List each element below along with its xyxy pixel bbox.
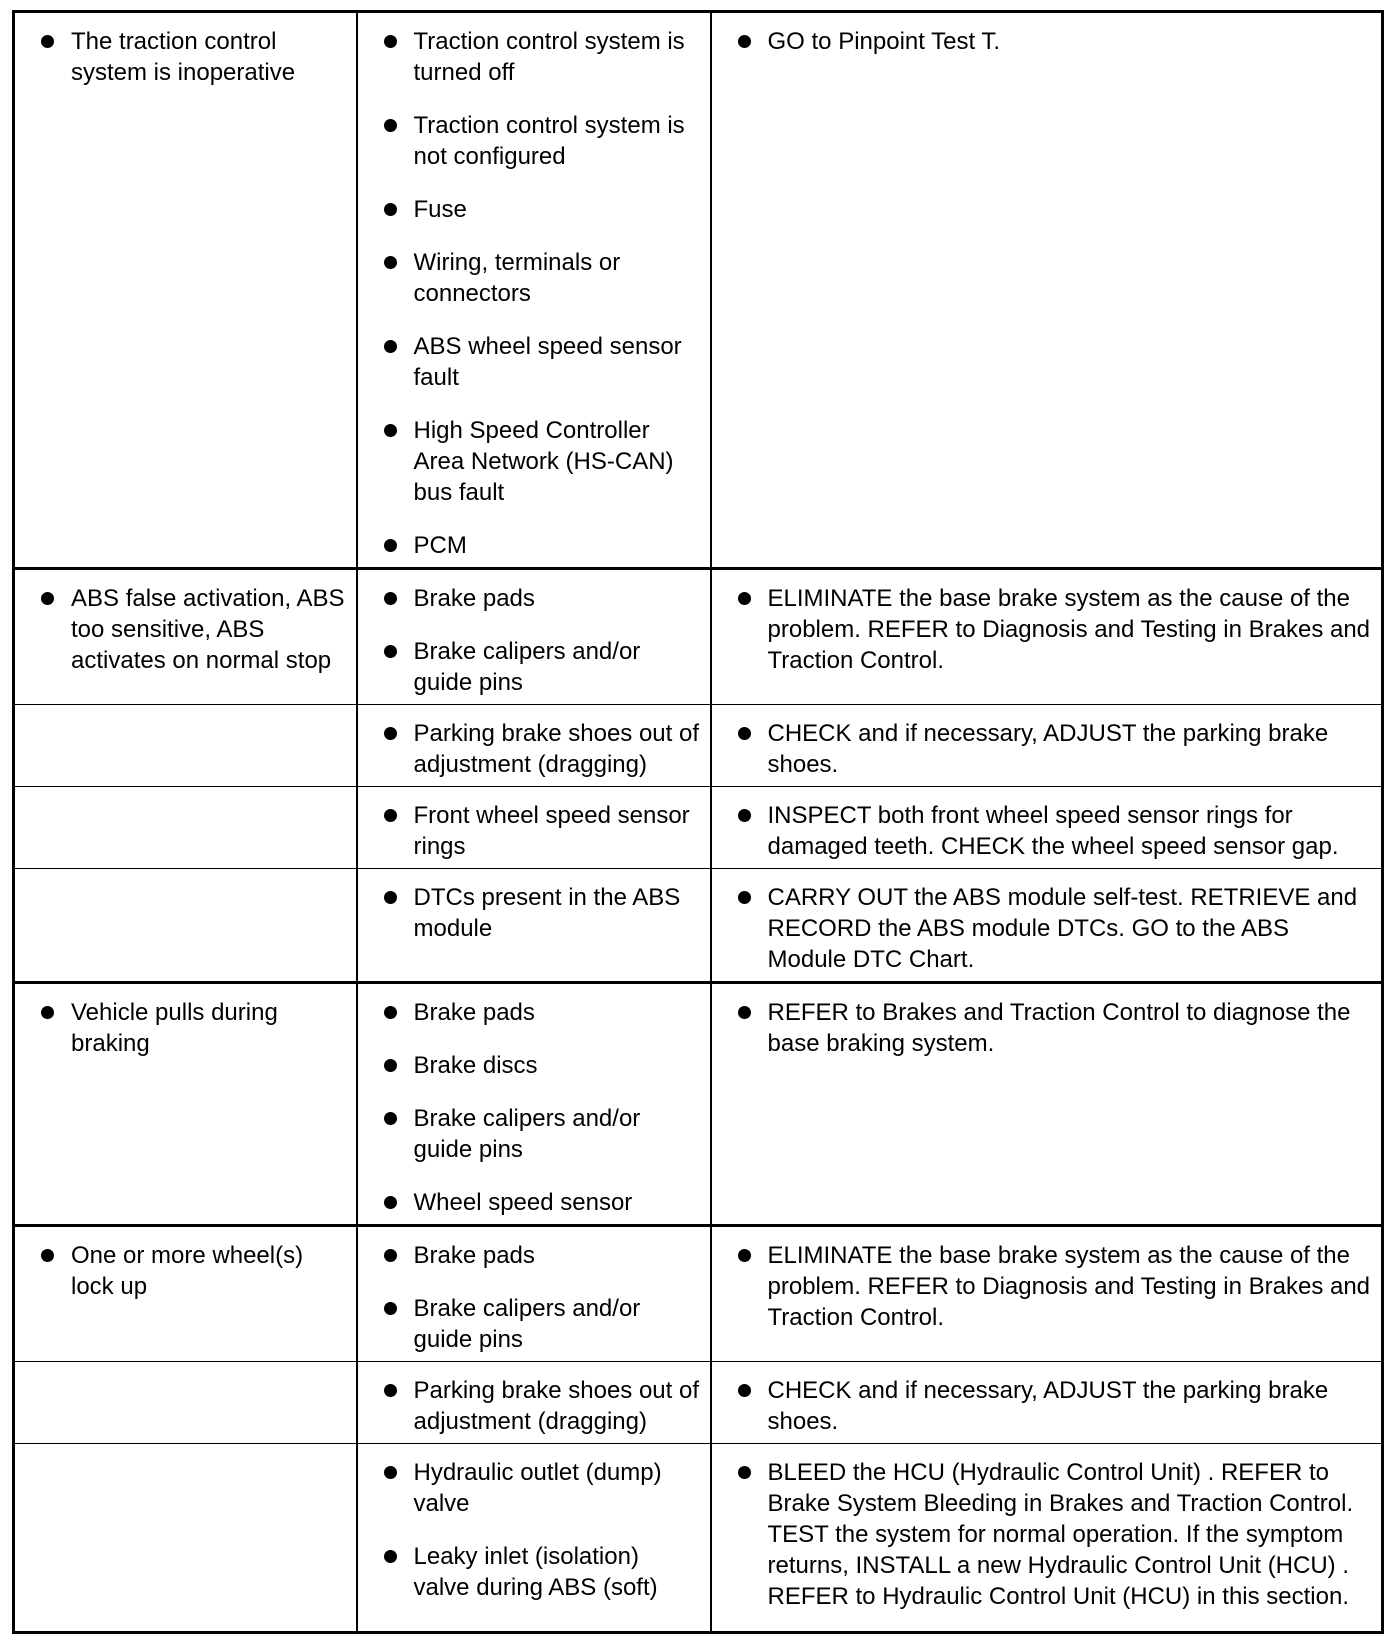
action-cell [711,1226,1383,1362]
actions-list [732,997,1374,1059]
action-item: ELIMINATE the base brake system as the cause of the problem. REFER to Diagnosis and Testing in Brakes and Traction Control. [732,1240,1374,1333]
cause-cell [357,12,711,569]
symptom-cell [14,569,357,705]
cause-cell [357,1362,711,1444]
cause-item: Traction control system is turned off [378,26,702,88]
table-row [14,1226,1383,1362]
cause-item: Front wheel speed sensor rings [378,800,702,862]
action-item: CHECK and if necessary, ADJUST the parking brake shoes. [732,718,1374,780]
cause-item: Brake calipers and/or guide pins [378,1293,702,1355]
symptom-cell [14,12,357,569]
actions-list [732,800,1374,862]
symptom-cell [14,869,357,983]
cause-item: Brake calipers and/or guide pins [378,1103,702,1165]
symptom-item: ABS false activation, ABS too sensitive, ABS activates on normal stop [35,583,348,676]
cause-item: Brake pads [378,1240,702,1271]
causes-list [378,1240,702,1355]
cause-item: Brake pads [378,997,702,1028]
causes-list [378,1457,702,1603]
cause-item: Wiring, terminals or connectors [378,247,702,309]
cause-cell [357,983,711,1226]
cause-item: Parking brake shoes out of adjustment (dragging) [378,718,702,780]
actions-list [732,718,1374,780]
symptom-item: Vehicle pulls during braking [35,997,348,1059]
action-cell [711,12,1383,569]
cause-item: Traction control system is not configured [378,110,702,172]
table-row [14,705,1383,787]
symptom-item: One or more wheel(s) lock up [35,1240,348,1302]
causes-list [378,583,702,698]
actions-list [732,1240,1374,1333]
cause-cell [357,1226,711,1362]
table-row [14,1444,1383,1633]
symptom-list [35,26,348,88]
symptom-cell [14,787,357,869]
cause-item: PCM [378,530,702,561]
action-item: ELIMINATE the base brake system as the cause of the problem. REFER to Diagnosis and Testing in Brakes and Traction Control. [732,583,1374,676]
action-cell [711,705,1383,787]
table-row [14,983,1383,1226]
table-row [14,869,1383,983]
cause-item: Brake discs [378,1050,702,1081]
symptom-chart-body [14,12,1383,1633]
cause-item: Hydraulic outlet (dump) valve [378,1457,702,1519]
action-cell [711,569,1383,705]
symptom-list [35,997,348,1059]
cause-item: High Speed Controller Area Network (HS-CAN) bus fault [378,415,702,508]
action-cell [711,1362,1383,1444]
action-item: BLEED the HCU (Hydraulic Control Unit) . REFER to Brake System Bleeding in Brakes and Traction Control. TEST the system for normal operation. If the symptom returns, INSTALL a new Hydraulic Control Unit (HCU) . REFER to Hydraulic Control Unit (HCU) in this section. [732,1457,1374,1612]
action-cell [711,869,1383,983]
action-cell [711,787,1383,869]
table-row [14,12,1383,569]
action-item: INSPECT both front wheel speed sensor rings for damaged teeth. CHECK the wheel speed sensor gap. [732,800,1374,862]
actions-list [732,1375,1374,1437]
symptom-list [35,1240,348,1302]
action-item: REFER to Brakes and Traction Control to diagnose the base braking system. [732,997,1374,1059]
cause-cell [357,569,711,705]
symptom-cell [14,1226,357,1362]
cause-item: Brake calipers and/or guide pins [378,636,702,698]
action-item: CHECK and if necessary, ADJUST the parking brake shoes. [732,1375,1374,1437]
symptom-list [35,583,348,676]
cause-cell [357,869,711,983]
action-cell [711,1444,1383,1633]
cause-item: ABS wheel speed sensor fault [378,331,702,393]
symptom-cell [14,983,357,1226]
symptom-chart-table [12,10,1384,1634]
cause-item: Brake pads [378,583,702,614]
symptom-cell [14,1362,357,1444]
actions-list [732,583,1374,676]
actions-list [732,882,1374,975]
causes-list [378,997,702,1218]
action-item: GO to Pinpoint Test T. [732,26,1374,57]
symptom-item: The traction control system is inoperative [35,26,348,88]
cause-item: DTCs present in the ABS module [378,882,702,944]
cause-item: Parking brake shoes out of adjustment (dragging) [378,1375,702,1437]
cause-cell [357,705,711,787]
symptom-cell [14,705,357,787]
cause-item: Wheel speed sensor [378,1187,702,1218]
symptom-cell [14,1444,357,1633]
cause-cell [357,787,711,869]
causes-list [378,26,702,561]
cause-cell [357,1444,711,1633]
causes-list [378,800,702,862]
causes-list [378,1375,702,1437]
table-row [14,1362,1383,1444]
causes-list [378,718,702,780]
action-cell [711,983,1383,1226]
actions-list [732,1457,1374,1612]
cause-item: Fuse [378,194,702,225]
table-row [14,787,1383,869]
table-row [14,569,1383,705]
causes-list [378,882,702,944]
cause-item: Leaky inlet (isolation) valve during ABS (soft) [378,1541,702,1603]
actions-list [732,26,1374,57]
action-item: CARRY OUT the ABS module self-test. RETRIEVE and RECORD the ABS module DTCs. GO to the ABS Module DTC Chart. [732,882,1374,975]
